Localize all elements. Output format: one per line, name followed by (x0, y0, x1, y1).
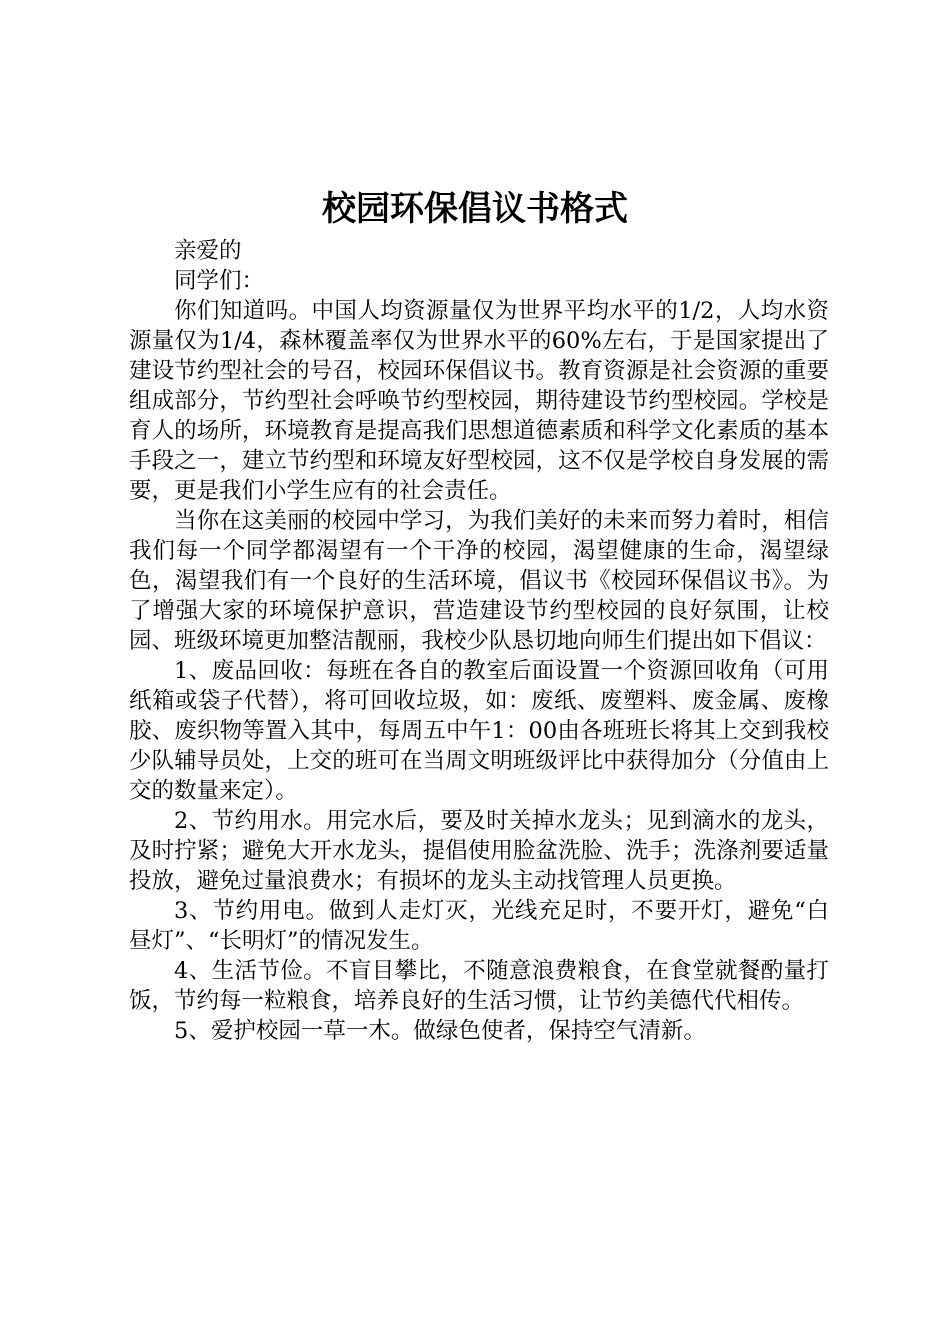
document-body (129, 236, 829, 1046)
document-title: 校园环保倡议书格式 (322, 189, 628, 229)
greeting-line-2: 同学们： (174, 268, 265, 294)
proposal-item-electricity: 3、节约用电。做到人走灯灭，光线充足时，不要开灯，避免“白昼灯”、“长明灯”的情况发生。 (129, 898, 829, 954)
greeting-line-1: 亲爱的 (174, 238, 242, 264)
proposal-item-frugality: 4、生活节俭。不盲目攀比，不随意浪费粮食，在食堂就餐酌量打饭，节约每一粒粮食，培养良好的生活习惯，让节约美德代代相传。 (129, 958, 829, 1014)
paragraph-intro: 你们知道吗。中国人均资源量仅为世界平均水平的1/2，人均水资源量仅为1/4，森林覆盖率仅为世界水平的60%左右，于是国家提出了建设节约型社会的号召，校园环保倡议书。教育资源是社会资源的重要组成部分，节约型社会呼唤节约型校园，期待建设节约型校园。学校是育人的场所，环境教育是提高我们思想道德素质和科学文化素质的基本手段之一，建立节约型和环境友好型校园，这不仅是学校自身发展的需要，更是我们小学生应有的社会责任。 (129, 298, 829, 504)
proposal-item-greenery: 5、爱护校园一草一木。做绿色使者，保持空气清新。 (174, 1018, 706, 1044)
proposal-item-recycling: 1、废品回收：每班在各自的教室后面设置一个资源回收角（可用纸箱或袋子代替），将可回收垃圾，如：废纸、废塑料、废金属、废橡胶、废织物等置入其中，每周五中午1：00由各班班长将其上交到我校少队辅导员处，上交的班可在当周文明班级评比中获得加分（分值由上交的数量来定）。 (129, 658, 829, 804)
paragraph-appeal: 当你在这美丽的校园中学习，为我们美好的未来而努力着时，相信我们每一个同学都渴望有一个干净的校园，渴望健康的生命，渴望绿色，渴望我们有一个良好的生活环境，倡议书《校园环保倡议书》。为了增强大家的环境保护意识，营造建设节约型校园的良好氛围，让校园、班级环境更加整洁靓丽，我校少队恳切地向师生们提出如下倡议： (129, 508, 829, 654)
proposal-item-water: 2、节约用水。用完水后，要及时关掉水龙头；见到滴水的龙头，及时拧紧；避免大开水龙头，提倡使用脸盆洗脸、洗手；洗涤剂要适量投放，避免过量浪费水；有损坏的龙头主动找管理人员更换。 (129, 808, 829, 894)
